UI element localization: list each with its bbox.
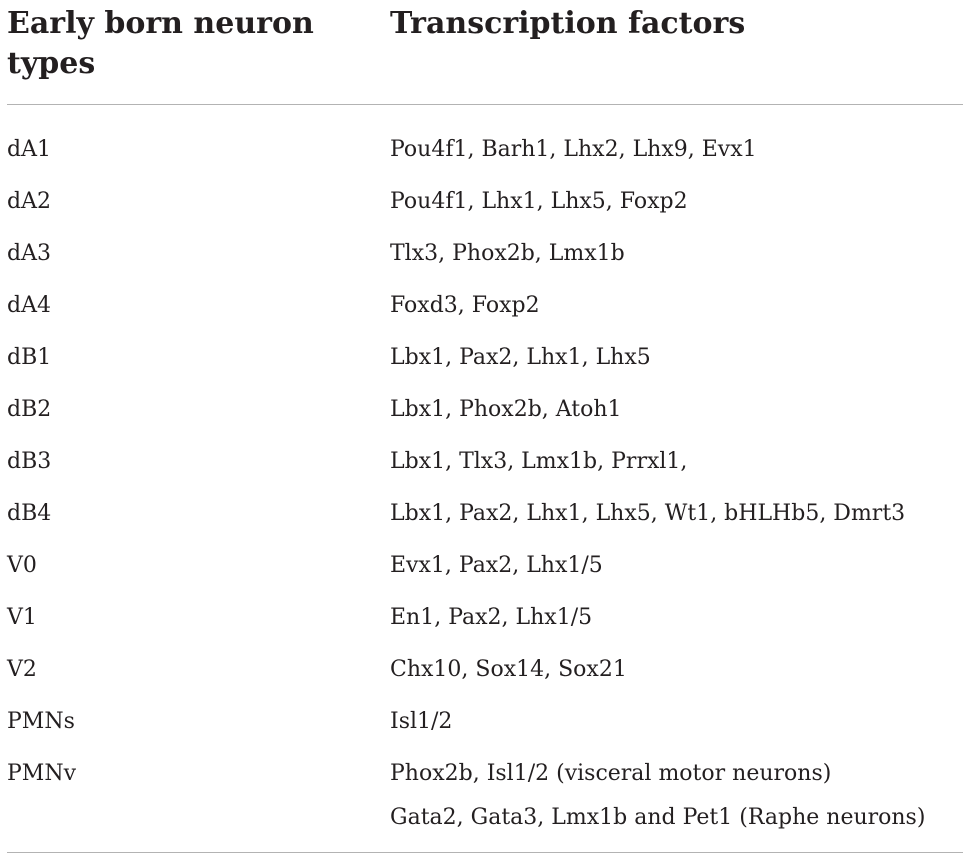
table-row	[7, 228, 963, 280]
header-neuron-types: Early born neuron types	[7, 6, 314, 81]
table-row	[7, 280, 963, 332]
transcription-factor-table	[7, 0, 963, 860]
factors-cell: Isl1/2	[390, 709, 453, 734]
neuron-type-cell: dB2	[7, 397, 52, 422]
neuron-type-cell: dB1	[7, 345, 52, 370]
table-row	[7, 124, 963, 176]
neuron-type-cell: dA1	[7, 137, 51, 162]
factors-cell: Lbx1, Tlx3, Lmx1b, Prrxl1,	[390, 449, 688, 474]
factors-cell: Evx1, Pax2, Lhx1/5	[390, 553, 603, 578]
table-row	[7, 176, 963, 228]
neuron-type-cell: V1	[7, 605, 37, 630]
factors-cell: Foxd3, Foxp2	[390, 293, 540, 318]
factors-cell: Chx10, Sox14, Sox21	[390, 657, 627, 682]
table-row	[7, 748, 963, 836]
factors-cell: Lbx1, Pax2, Lhx1, Lhx5	[390, 345, 651, 370]
table-body	[7, 124, 963, 836]
factors-cell	[390, 752, 963, 840]
neuron-type-cell: dA4	[7, 293, 51, 318]
table-row	[7, 488, 963, 540]
neuron-type-cell: V2	[7, 657, 37, 682]
factors-cell: Lbx1, Phox2b, Atoh1	[390, 397, 622, 422]
table-bottom-rule	[7, 852, 963, 853]
factors-line-motor: Phox2b, Isl1/2 (visceral motor neurons)	[390, 761, 832, 786]
neuron-type-cell: PMNs	[7, 709, 75, 734]
factors-cell: Tlx3, Phox2b, Lmx1b	[390, 241, 625, 266]
table-row	[7, 332, 963, 384]
factors-cell: En1, Pax2, Lhx1/5	[390, 605, 593, 630]
neuron-type-cell: dA2	[7, 189, 51, 214]
table-row	[7, 540, 963, 592]
neuron-type-cell: PMNv	[7, 761, 77, 786]
factors-cell: Lbx1, Pax2, Lhx1, Lhx5, Wt1, bHLHb5, Dmrt3	[390, 501, 906, 526]
table-row	[7, 436, 963, 488]
header-divider	[7, 104, 963, 105]
factors-cell: Pou4f1, Barh1, Lhx2, Lhx9, Evx1	[390, 137, 757, 162]
neuron-type-cell: dA3	[7, 241, 51, 266]
table-row	[7, 592, 963, 644]
table-row	[7, 696, 963, 748]
factors-line-raphe: Gata2, Gata3, Lmx1b and Pet1 (Raphe neurons)	[390, 805, 926, 830]
neuron-type-cell: dB3	[7, 449, 52, 474]
table-row	[7, 644, 963, 696]
neuron-type-cell: V0	[7, 553, 37, 578]
table-row	[7, 384, 963, 436]
header-transcription-factors: Transcription factors	[390, 6, 746, 41]
neuron-type-cell: dB4	[7, 501, 52, 526]
table-header	[7, 0, 963, 104]
factors-cell: Pou4f1, Lhx1, Lhx5, Foxp2	[390, 189, 688, 214]
